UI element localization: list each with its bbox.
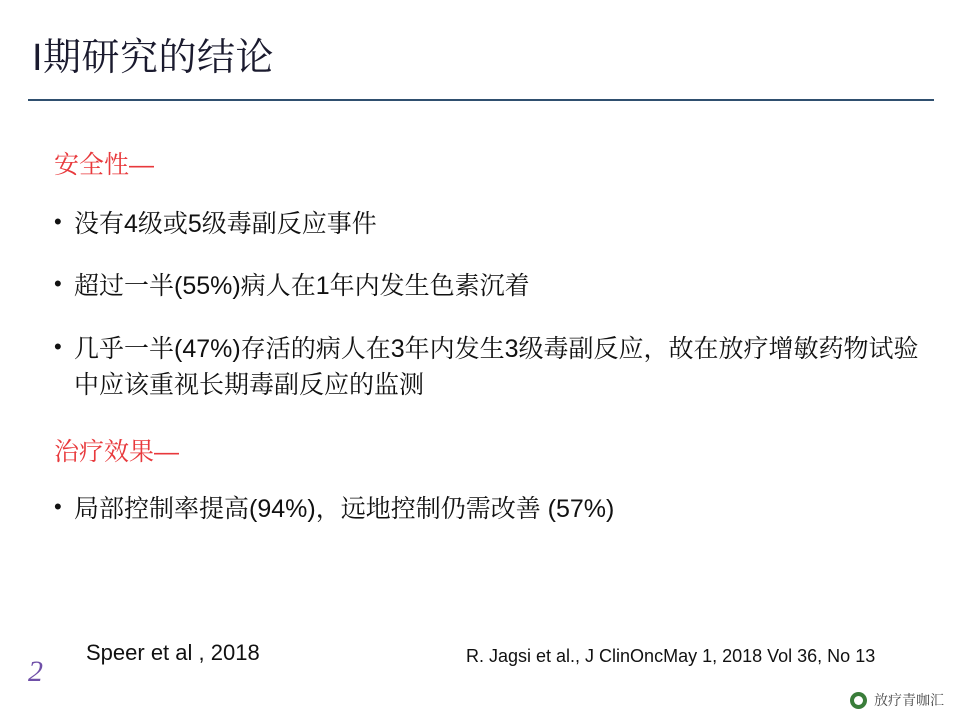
title-divider — [28, 99, 934, 101]
bullet-dot-icon: • — [54, 333, 62, 359]
bullet-dot-icon: • — [54, 209, 62, 234]
list-item-text: 几乎一半(47%)存活的病人在3年内发生3级毒副反应，故在放疗增敏药物试验中应该重视长期毒副反应的监测 — [74, 334, 919, 399]
list-item-text: 超过一半(55%)病人在1年内发生色素沉着 — [74, 272, 530, 301]
list-item — [54, 331, 934, 404]
section-heading-efficacy: 治疗效果— — [54, 438, 180, 466]
bullet-dot-icon: • — [54, 271, 62, 297]
list-item-text: 没有4级或5级毒副反应事件 — [74, 210, 377, 238]
page-title: I期研究的结论 — [32, 37, 275, 79]
watermark — [850, 690, 944, 710]
list-item-text: 局部控制率提高(94%)，远地控制仍需改善 (57%) — [74, 495, 615, 523]
footer-citation-left: Speer et al , 2018 — [86, 640, 260, 665]
bullet-dot-icon: • — [54, 494, 62, 519]
list-item — [54, 268, 934, 304]
page-number: 2 — [28, 655, 43, 688]
section-heading-safety: 安全性— — [54, 151, 155, 179]
list-item — [54, 491, 934, 527]
list-item — [54, 206, 934, 242]
slide-body — [54, 150, 934, 553]
footer-citation-right: R. Jagsi et al., J ClinOncMay 1, 2018 Vol 36, No 13 — [466, 646, 876, 666]
watermark-logo-icon — [850, 692, 867, 709]
watermark-label: 放疗青咖汇 — [874, 692, 944, 708]
